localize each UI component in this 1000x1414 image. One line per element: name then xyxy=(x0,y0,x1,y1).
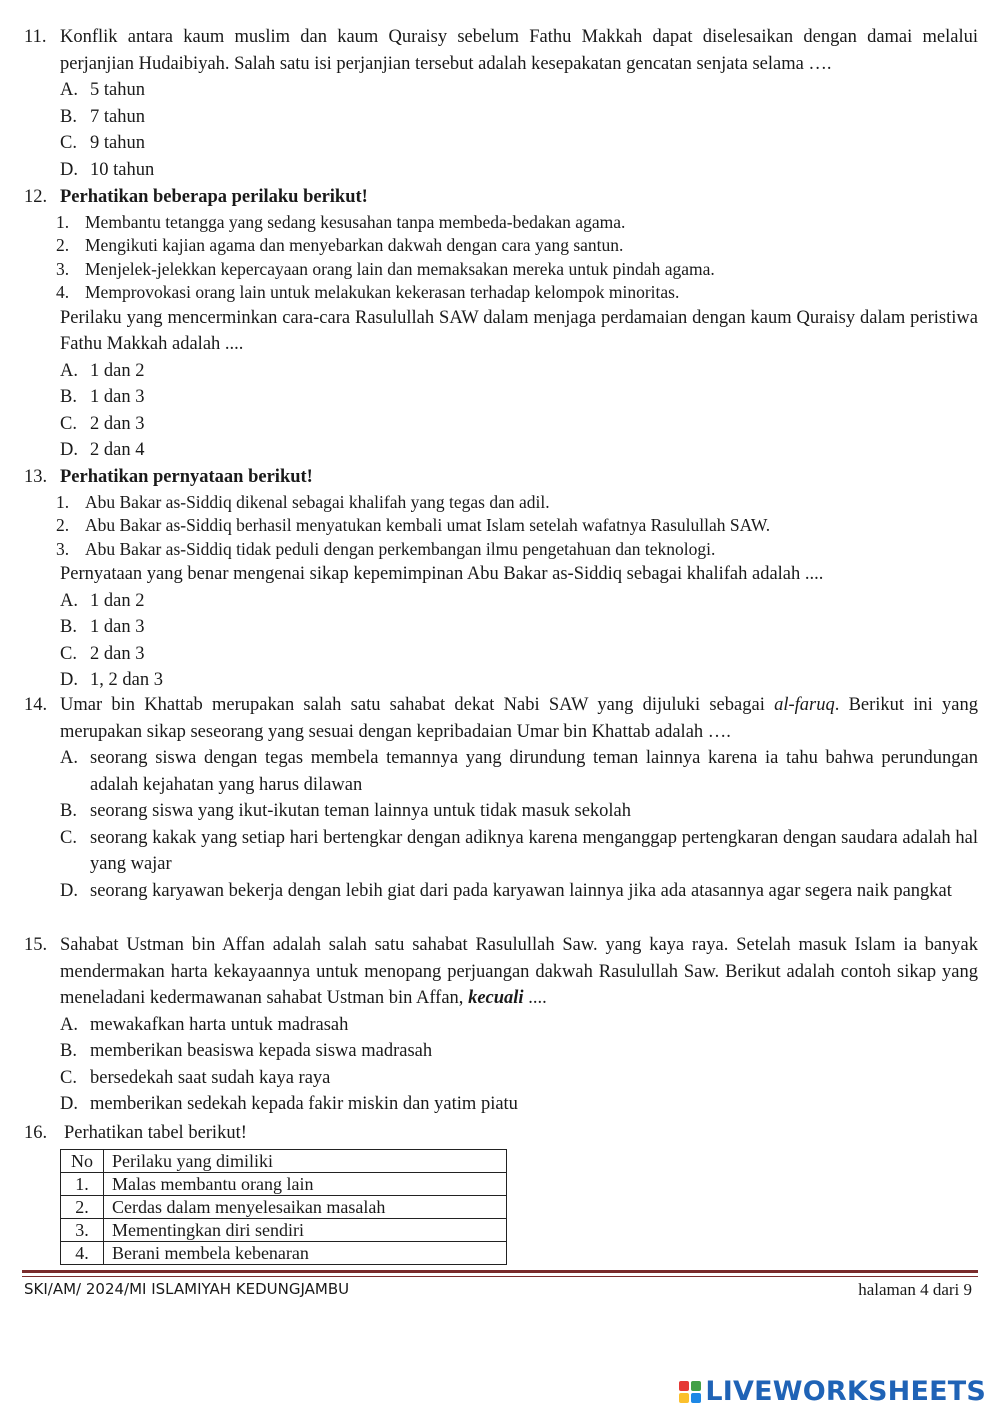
question-number: 14. xyxy=(24,695,48,715)
table-cell-behavior: Malas membantu orang lain xyxy=(104,1172,507,1195)
option-d[interactable] xyxy=(60,667,978,694)
option-c[interactable] xyxy=(60,641,978,668)
table-cell-number: 1. xyxy=(61,1172,104,1195)
question-heading: Perhatikan pernyataan berikut! xyxy=(60,467,313,487)
question-11 xyxy=(24,24,978,183)
question-text-part: .... xyxy=(523,988,547,1008)
logo-square xyxy=(691,1393,701,1403)
option-letter: D. xyxy=(60,159,78,180)
option-text: 1 dan 2 xyxy=(90,590,145,611)
option-letter: A. xyxy=(60,1014,78,1035)
table-row xyxy=(61,1195,507,1218)
option-letter: A. xyxy=(60,748,78,768)
statement-text: Menjelek-jelekkan kepercayaan orang lain dan memaksakan mereka untuk pindah agama. xyxy=(85,258,715,279)
logo-square xyxy=(679,1381,689,1391)
table-header-row xyxy=(61,1149,507,1172)
option-text: mewakafkan harta untuk madrasah xyxy=(90,1014,349,1035)
option-a[interactable] xyxy=(60,358,978,385)
question-number: 12. xyxy=(24,187,48,207)
option-b[interactable] xyxy=(60,614,978,641)
statement-number: 1. xyxy=(56,211,70,232)
question-prompt: Pernyataan yang benar mengenai sikap kepemimpinan Abu Bakar as-Siddiq sebagai khalifah adalah .... xyxy=(60,564,824,584)
option-d[interactable] xyxy=(60,437,978,464)
question-text-part: Umar bin Khattab merupakan salah satu sahabat dekat Nabi SAW yang dijuluki sebagai xyxy=(60,695,775,715)
statement-text: Abu Bakar as-Siddiq tidak peduli dengan perkembangan ilmu pengetahuan dan teknologi. xyxy=(85,538,716,559)
behavior-table xyxy=(60,1149,507,1265)
statement-number: 2. xyxy=(56,235,70,255)
statement-text: Memprovokasi orang lain untuk melakukan kekerasan terhadap kelompok minoritas. xyxy=(85,282,680,302)
option-text: seorang kakak yang setiap hari bertengkar dengan adiknya karena menganggap pertengkaran dengan saudara adalah hal yang wajar xyxy=(90,827,978,874)
question-text-part: . Berikut ini yang merupakan sikap seseorang yang sesuai dengan kepribadaian Umar bin Khattab adalah …. xyxy=(60,695,979,742)
option-text: 1 dan 3 xyxy=(90,387,145,407)
option-letter: B. xyxy=(60,1041,77,1061)
option-a[interactable] xyxy=(60,745,978,798)
option-text: 5 tahun xyxy=(90,80,145,100)
option-text: 2 dan 3 xyxy=(90,413,145,434)
option-text: 9 tahun xyxy=(90,133,145,153)
question-14 xyxy=(24,692,978,904)
option-letter: D. xyxy=(60,1094,78,1114)
statement-number: 4. xyxy=(56,282,70,302)
statement-list xyxy=(56,491,978,562)
question-13 xyxy=(24,464,978,694)
option-letter: D. xyxy=(60,440,78,460)
option-letter: D. xyxy=(60,880,78,901)
option-letter: C. xyxy=(60,1067,77,1088)
question-text-part: Sahabat Ustman bin Affan adalah salah satu sahabat Rasulullah Saw. yang kaya raya. Setelah masuk Islam ia banyak mendermakan harta kekayaannya untuk menopang perjuangan dakwah Rasulullah Saw. Berikut adalah contoh sikap yang meneladani kedermawanan sahabat Ustman bin Affan, xyxy=(60,935,978,1008)
option-d[interactable] xyxy=(60,878,978,905)
statement-number: 1. xyxy=(56,491,70,512)
footer-divider-thin xyxy=(22,1276,978,1277)
statement-number: 3. xyxy=(56,258,70,279)
option-letter: C. xyxy=(60,643,77,664)
question-number: 11. xyxy=(24,27,47,47)
statement-item xyxy=(56,258,978,282)
question-number: 15. xyxy=(24,935,48,955)
option-text: seorang siswa yang ikut-ikutan teman lainnya untuk tidak masuk sekolah xyxy=(90,801,632,821)
option-text: memberikan sedekah kepada fakir miskin dan yatim piatu xyxy=(90,1094,518,1114)
option-text: bersedekah saat sudah kaya raya xyxy=(90,1067,331,1088)
question-exception-word: kecuali xyxy=(468,988,524,1008)
option-letter: A. xyxy=(60,590,78,611)
option-text: 1, 2 dan 3 xyxy=(90,670,163,690)
option-text: 2 dan 4 xyxy=(90,440,145,460)
footer-divider-thick xyxy=(22,1270,978,1273)
option-text: 2 dan 3 xyxy=(90,643,145,664)
table-cell-number: 3. xyxy=(61,1218,104,1241)
option-c[interactable] xyxy=(60,1065,978,1092)
statement-text: Mengikuti kajian agama dan menyebarkan dakwah dengan cara yang santun. xyxy=(85,235,624,255)
statement-item xyxy=(56,491,978,515)
option-b[interactable] xyxy=(60,798,978,825)
option-b[interactable] xyxy=(60,1038,978,1065)
option-b[interactable] xyxy=(60,384,978,411)
liveworksheets-brand xyxy=(679,1376,986,1407)
option-b[interactable] xyxy=(60,104,978,131)
logo-square xyxy=(691,1381,701,1391)
statement-item xyxy=(56,234,978,258)
option-c[interactable] xyxy=(60,130,978,157)
option-text: 10 tahun xyxy=(90,159,155,180)
option-a[interactable] xyxy=(60,1012,978,1039)
option-letter: B. xyxy=(60,801,77,821)
question-prompt: Perilaku yang mencerminkan cara-cara Rasulullah SAW dalam menjaga perdamaian dengan kaum Quraisy dalam peristiwa Fathu Makkah adalah .... xyxy=(60,307,978,354)
question-15 xyxy=(24,932,978,1118)
option-letter: A. xyxy=(60,360,78,381)
footer-page-number: halaman 4 dari 9 xyxy=(858,1280,972,1299)
statement-item xyxy=(56,514,978,538)
option-text: 1 dan 3 xyxy=(90,617,145,637)
statement-number: 3. xyxy=(56,538,70,559)
table-header-cell: Perilaku yang dimiliki xyxy=(104,1149,507,1172)
statement-number: 2. xyxy=(56,515,70,535)
option-letter: C. xyxy=(60,133,77,153)
table-row xyxy=(61,1172,507,1195)
option-letter: B. xyxy=(60,106,77,127)
question-16 xyxy=(24,1120,978,1265)
question-text: Perhatikan tabel berikut! xyxy=(64,1123,247,1143)
table-row xyxy=(61,1218,507,1241)
table-row xyxy=(61,1241,507,1264)
table-cell-number: 2. xyxy=(61,1195,104,1218)
page-footer xyxy=(24,1280,974,1298)
statement-item xyxy=(56,538,978,562)
option-letter: C. xyxy=(60,827,77,848)
statement-list xyxy=(56,211,978,305)
table-cell-behavior: Mementingkan diri sendiri xyxy=(104,1218,507,1241)
option-letter: C. xyxy=(60,413,77,434)
question-text xyxy=(60,932,978,1012)
option-c[interactable] xyxy=(60,825,978,878)
logo-square xyxy=(679,1393,689,1403)
question-number: 13. xyxy=(24,467,48,487)
question-text: Konflik antara kaum muslim dan kaum Quraisy sebelum Fathu Makkah dapat diselesaikan dengan damai melalui perjanjian Hudaibiyah. Salah satu isi perjanjian tersebut adalah kesepakatan gencatan senjata selama …. xyxy=(60,27,978,74)
option-c[interactable] xyxy=(60,411,978,438)
option-d[interactable] xyxy=(60,157,978,184)
statement-text: Abu Bakar as-Siddiq dikenal sebagai khalifah yang tegas dan adil. xyxy=(85,491,550,512)
option-letter: D. xyxy=(60,670,78,690)
option-text: 7 tahun xyxy=(90,106,145,127)
table-cell-behavior: Berani membela kebenaran xyxy=(104,1241,507,1264)
option-text: seorang karyawan bekerja dengan lebih giat dari pada karyawan lainnya jika ada atasannya agar segera naik pangkat xyxy=(90,880,952,901)
footer-document-code: SKI/AM/ 2024/MI ISLAMIYAH KEDUNGJAMBU xyxy=(24,1280,350,1298)
statement-item xyxy=(56,281,978,305)
option-d[interactable] xyxy=(60,1091,978,1118)
option-text: memberikan beasiswa kepada siswa madrasah xyxy=(90,1041,433,1061)
question-12 xyxy=(24,184,978,464)
statement-text: Membantu tetangga yang sedang kesusahan tanpa membeda-bedakan agama. xyxy=(85,211,626,232)
table-cell-number: 4. xyxy=(61,1241,104,1264)
option-letter: B. xyxy=(60,387,77,407)
question-text xyxy=(60,692,978,745)
option-a[interactable] xyxy=(60,77,978,104)
statement-text: Abu Bakar as-Siddiq berhasil menyatukan kembali umat Islam setelah wafatnya Rasulullah SAW. xyxy=(85,515,771,535)
option-text: 1 dan 2 xyxy=(90,360,145,381)
statement-item xyxy=(56,211,978,235)
question-term: al-faruq xyxy=(774,695,835,715)
liveworksheets-logo-icon xyxy=(679,1381,701,1403)
table-cell-behavior: Cerdas dalam menyelesaikan masalah xyxy=(104,1195,507,1218)
table-header-cell: No xyxy=(61,1149,104,1172)
liveworksheets-wordmark: LIVEWORKSHEETS xyxy=(705,1376,986,1407)
option-letter: A. xyxy=(60,80,78,100)
option-a[interactable] xyxy=(60,588,978,615)
question-heading: Perhatikan beberapa perilaku berikut! xyxy=(60,187,368,207)
question-number: 16. xyxy=(24,1123,48,1143)
option-text: seorang siswa dengan tegas membela temannya yang dirundung teman lainnya karena ia tahu bahwa perundungan adalah kejahatan yang harus dilawan xyxy=(90,748,978,795)
option-letter: B. xyxy=(60,617,77,637)
